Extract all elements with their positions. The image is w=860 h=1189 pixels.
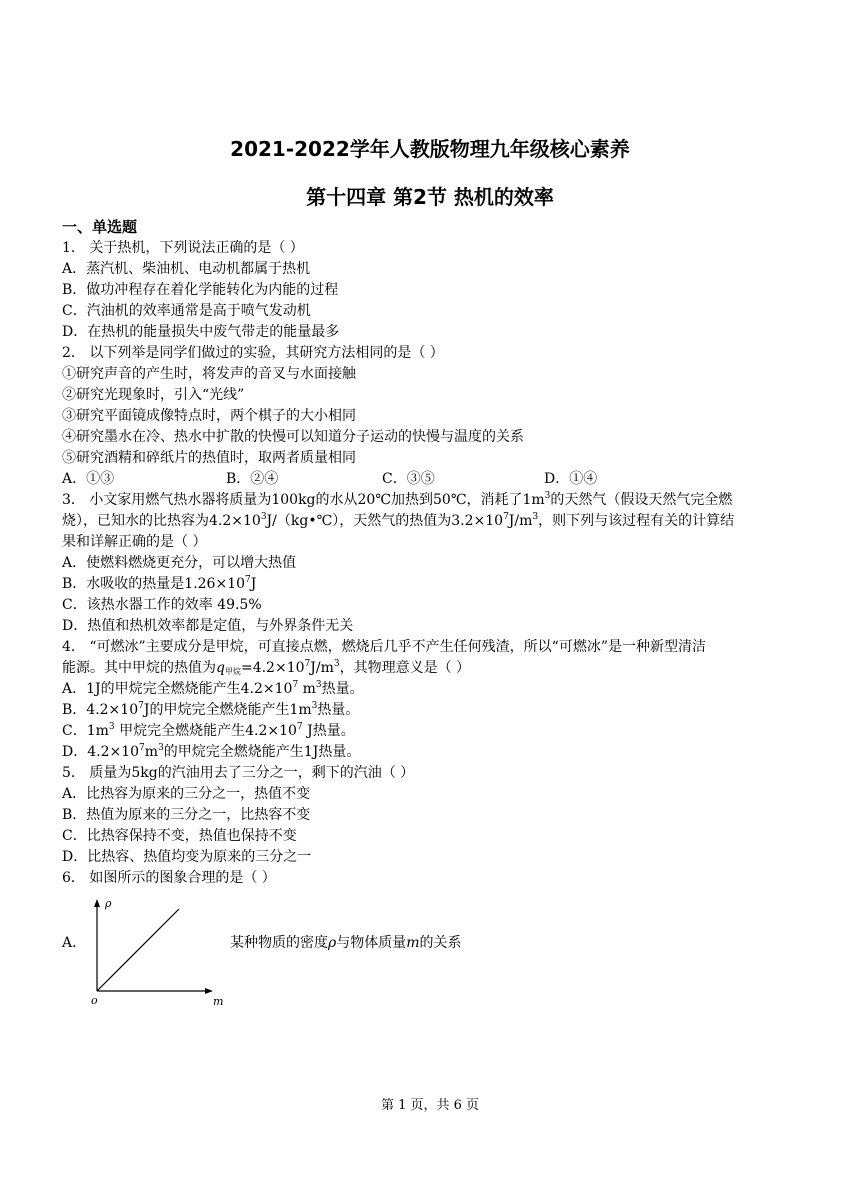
q6-option-a-label: A．: [62, 935, 87, 951]
graph-x-arrow: [205, 988, 213, 994]
q2-item-5: ⑤研究酒精和碎纸片的热值时，取两者质量相同: [62, 450, 356, 466]
q1-option-a: A．蒸汽机、柴油机、电动机都属于热机: [62, 261, 311, 277]
q5-stem: 5． 质量为5kg的汽油用去了三分之一，剩下的汽油（ ）: [62, 765, 415, 781]
q4-option-c: C．$1m^3$ 甲烷完全燃烧能产生$4.2\times 10^7$ J热量。: [62, 722, 355, 739]
q5-option-a: A．比热容为原来的三分之一，热值不变: [62, 786, 311, 802]
q1-option-b: B．做功冲程存在着化学能转化为内能的过程: [62, 282, 339, 298]
graph-line: [97, 909, 179, 991]
graph-y-label: ρ: [105, 897, 112, 910]
q3-option-d: D．热值和热机效率都是定值，与外界条件无关: [62, 618, 354, 634]
q2-option-b: B．②④: [226, 471, 279, 487]
q1-option-d: D．在热机的能量损失中废气带走的能量最多: [62, 324, 340, 340]
q2-item-2: ②研究光现象时，引入“光线”: [62, 387, 245, 403]
q2-option-a: A．①③: [62, 471, 115, 487]
q3-option-c: C．该热水器工作的效率 49.5%: [62, 597, 262, 613]
section-heading: 一、单选题: [62, 218, 138, 236]
q2-stem: 2． 以下列举是同学们做过的实验，其研究方法相同的是（ ）: [62, 345, 444, 361]
graph-x-label: m: [213, 995, 224, 1008]
page-footer: 第 1 页，共 6 页: [380, 1098, 480, 1113]
q4-stem-line-1: 4． “可燃冰”主要成分是甲烷，可直接点燃，燃烧后几乎不产生任何残渣，所以“可燃冰”是一种新型清洁: [62, 639, 706, 655]
q6-option-a-caption: 某种物质的密度ρ与物体质量m的关系: [230, 935, 462, 951]
chapter-title: 第十四章 第2节 热机的效率: [306, 185, 554, 209]
q6-stem: 6． 如图所示的图象合理的是（ ）: [62, 870, 276, 886]
q3-option-a: A．使燃料燃烧更充分，可以增大热值: [62, 555, 297, 571]
q2-option-c: C．③⑤: [382, 471, 435, 487]
q3-stem-line-3: 果和详解正确的是（ ）: [62, 534, 207, 550]
density-mass-graph: [85, 893, 235, 1008]
q4-option-b: B．$4.2\times 10^7J$的甲烷完全燃烧能产生$1m^3$热量。: [62, 701, 360, 718]
q1-stem: 1． 关于热机，下列说法正确的是（ ）: [62, 240, 304, 256]
q2-item-3: ③研究平面镜成像特点时，两个棋子的大小相同: [62, 408, 356, 424]
document-title: 2021-2022学年人教版物理九年级核心素养: [230, 137, 630, 161]
q1-option-c: C．汽油机的效率通常是高于喷气发动机: [62, 303, 311, 319]
q5-option-c: C．比热容保持不变，热值也保持不变: [62, 828, 297, 844]
q4-option-a: A．1J的甲烷完全燃烧能产生$4.2\times 10^7$ $m^3$热量。: [62, 680, 364, 697]
q2-option-d: D．①④: [544, 471, 598, 487]
q3-option-b: B．水吸收的热量是$1.26\times 10^7J$: [62, 575, 257, 592]
q3-stem-line-2: 烧），已知水的比热容为$4.2\times 10^3J/(kg•℃)$，天然气的热值为$3.2\times 10^7J/m^3$，则下列与该过程有关的计算结: [62, 512, 735, 529]
q2-item-4: ④研究墨水在冷、热水中扩散的快慢可以知道分子运动的快慢与温度的关系: [62, 429, 524, 445]
q3-stem-line-1: 3． 小文家用燃气热水器将质量为100kg的水从20℃加热到50℃，消耗了$1m^3$的天然气（假设天然气完全燃: [62, 491, 733, 508]
q4-stem-line-2: 能源。其中甲烷的热值为$q_{甲烷}=4.2\times 10^7J/m^3$，其物理意义是（ ）: [62, 659, 471, 676]
q5-option-d: D．比热容、热值均变为原来的三分之一: [62, 849, 312, 865]
q4-option-d: D．$4.2\times 10^7m^3$的甲烷完全燃烧能产生1J热量。: [62, 743, 361, 760]
q2-item-1: ①研究声音的产生时，将发声的音叉与水面接触: [62, 366, 356, 382]
graph-y-arrow: [94, 899, 100, 907]
graph-origin-label: o: [91, 994, 98, 1007]
q5-option-b: B．热值为原来的三分之一，比热容不变: [62, 807, 311, 823]
